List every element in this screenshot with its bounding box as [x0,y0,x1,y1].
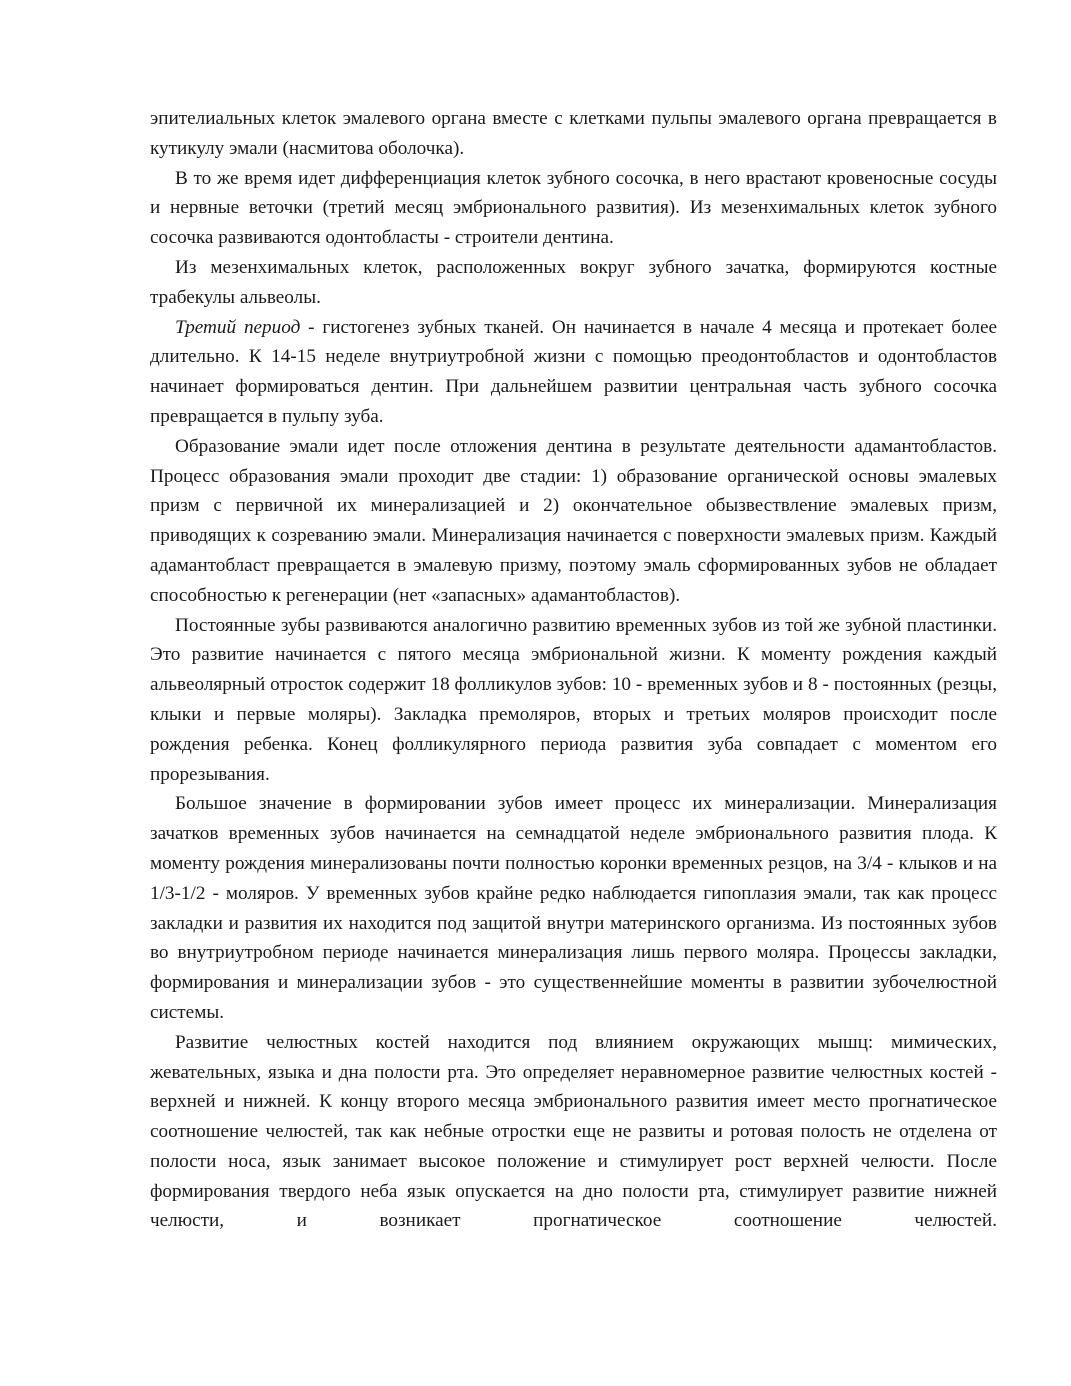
paragraph-text: - гистогенез зубных тканей. Он начинается в начале 4 месяца и протекает более длительно. К 14-15 неделе внутриутробной жизни с помощью преодонтобластов и одонтобластов начинает формироваться дентин. При дальнейшем развитии центральная часть зубного сосочка превращается в пульпу зуба. [150,316,997,427]
document-page [150,104,997,1236]
emphasis-term: Третий период [175,316,301,338]
paragraph: Образование эмали идет после отложения дентина в результате деятельности адамантобластов. Процесс образования эмали проходит две стадии: 1) образование органической основы эмалевых призм с первичной их минерализацией и 2) окончательное обызвествление эмалевых призм, приводящих к созреванию эмали. Минерализация начинается с поверхности эмалевых призм. Каждый адамантобласт превращается в эмалевую призму, поэтому эмаль сформированных зубов не обладает способностью к регенерации (нет «запасных» адамантобластов). [150,435,997,606]
paragraph [150,313,997,432]
paragraph: эпителиальных клеток эмалевого органа вместе с клетками пульпы эмалевого органа превращается в кутикулу эмали (насмитова оболочка). [150,108,997,159]
paragraph: Постоянные зубы развиваются аналогично развитию временных зубов из той же зубной пластинки. Это развитие начинается с пятого месяца эмбриональной жизни. К моменту рождения каждый альвеолярный отросток содержит 18 фолликулов зубов: 10 - временных зубов и 8 - постоянных (резцы, клыки и первые моляры). Закладка премоляров, вторых и третьих моляров происходит после рождения ребенка. Конец фолликулярного периода развития зуба совпадает с моментом его прорезывания. [150,614,997,785]
paragraph: Развитие челюстных костей находится под влиянием окружающих мышц: мимических, жевательных, языка и дна полости рта. Это определяет неравномерное развитие челюстных костей - верхней и нижней. К концу второго месяца эмбрионального развития имеет место прогнатическое соотношение челюстей, так как небные отростки еще не развиты и ротовая полость не отделена от полости носа, язык занимает высокое положение и стимулирует рост верхней челюсти. После формирования твердого неба язык опускается на дно полости рта, стимулирует развитие нижней челюсти, и возникает прогнатическое соотношение челюстей. [150,1031,997,1232]
paragraph: Большое значение в формировании зубов имеет процесс их минерализации. Минерализация зачатков временных зубов начинается на семнадцатой неделе эмбрионального развития плода. К моменту рождения минерализованы почти полностью коронки временных резцов, на 3/4 - клыков и на 1/3-1/2 - моляров. У временных зубов крайне редко наблюдается гипоплазия эмали, так как процесс закладки и развития их находится под защитой внутри материнского организма. Из постоянных зубов во внутриутробном периоде начинается минерализация лишь первого моляра. Процессы закладки, формирования и минерализации зубов - это существеннейшие моменты в развитии зубочелюстной системы. [150,793,997,1023]
paragraph: Из мезенхимальных клеток, расположенных вокруг зубного зачатка, формируются костные трабекулы альвеолы. [150,256,997,308]
paragraph: В то же время идет дифференциация клеток зубного сосочка, в него врастают кровеносные сосуды и нервные веточки (третий месяц эмбрионального развития). Из мезенхимальных клеток зубного сосочка развиваются одонтобласты - строители дентина. [150,167,997,249]
